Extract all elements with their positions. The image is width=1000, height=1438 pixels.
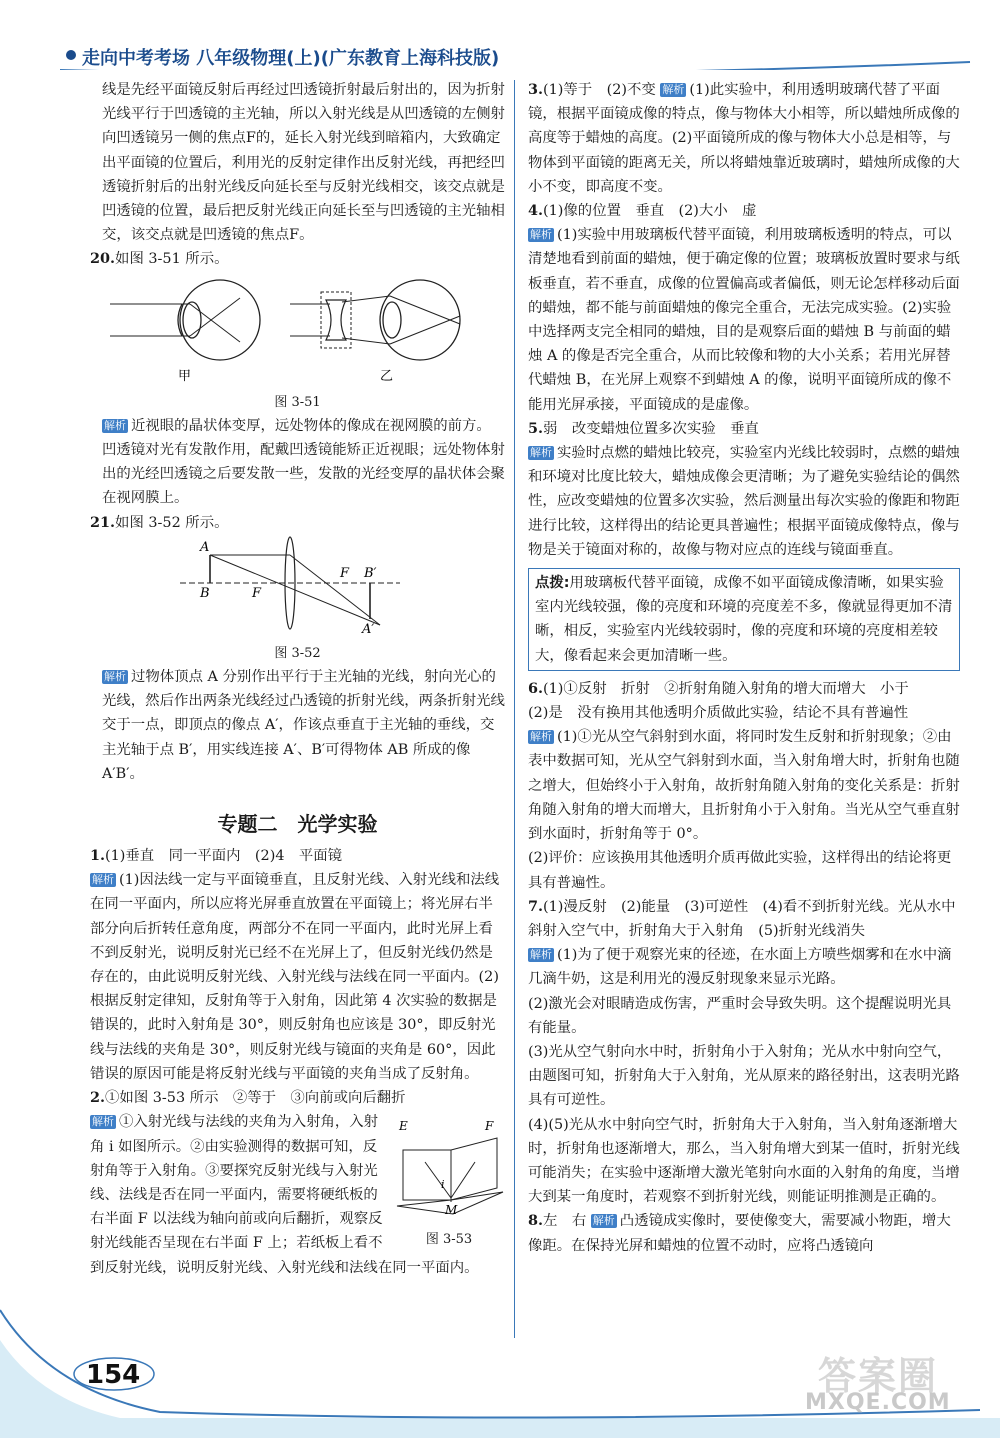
label-jia: 甲: [178, 368, 192, 384]
q4-number: 4.: [528, 202, 544, 220]
q7-part-2: (2)激光会对眼睛造成伤害，严重时会导致失明。这个提醒说明光具有能量。: [528, 995, 952, 1036]
analysis-tag: 解析: [530, 446, 552, 460]
q20-number: 20.: [90, 250, 116, 268]
q4-text: (1)像的位置 垂直 (2)大小 虚: [543, 203, 757, 220]
q20-analysis: [90, 414, 505, 511]
caption-3-53: 图 3-53: [425, 1231, 473, 1247]
page-number: 154: [86, 1360, 141, 1390]
q5-number: 5.: [528, 419, 544, 437]
q1-number: 1.: [90, 847, 106, 865]
figure-3-51: [90, 272, 505, 384]
q7-answer: [528, 895, 960, 943]
q4-analysis-text: (1)实验中用玻璃板代替平面镜，利用玻璃板透明的特点，可以清楚地看到前面的蜡烛，便于确定像的位置；玻璃板放置时要求与纸板垂直，若不垂直，成像的位置偏高或者偏低，则无论怎样移动后面的蜡烛，都不能与前面蜡烛的像完全重合，无法完成实验。(2)实验中选择两支完全相同的蜡烛，目的是观察后面的蜡烛 B 与前面的蜡烛 A 的像是否完全重合，从而比较像和物的大小关系；若用光屏替代蜡烛 B，在光屏上观察不到蜡烛 A 的像，说明平面镜所成的像不能用光屏承接，平面镜成的是虚像。: [528, 227, 960, 413]
q2-analysis-text: ①入射光线与法线的夹角为入射角，入射角 i 如图所示。②由实验测得的数据可知，反射角等于入射角。③要探究反射光线与入射光线、法线是否在同一平面内，需要将硬纸板的右半面 F 以法线为轴向前或向后翻折，观察反射光线能否呈现在右半面 F 上；若纸板上看不到反射光线，说明反射光线、入射光线和法线在同一平面内。: [90, 1114, 479, 1276]
label-yi: 乙: [380, 368, 394, 384]
page-header: [0, 0, 1000, 70]
book-title: 走向中考考场 八年级物理(上)(广东教育上海科技版): [82, 48, 500, 69]
q6-analysis-2: (2)评价：应该换用其他透明介质再做此实验，这样得出的结论将更具有普遍性。: [528, 850, 952, 891]
figure-3-52: [90, 535, 505, 635]
point-b: B: [200, 585, 210, 601]
analysis-tag: 解析: [92, 1115, 114, 1129]
q6-answer-2: (2)是 没有换用其他透明介质做此实验，结论不具有普遍性: [528, 705, 909, 722]
q7-number: 7.: [528, 897, 544, 915]
figure-3-53: [393, 1110, 505, 1250]
q5-analysis-text: 实验时点燃的蜡烛比较亮，实验室内光线比较弱时，点燃的蜡烛和环境对比度比较大，蜡烛成像会更清晰；为了避免实验结论的偶然性，应改变蜡烛的位置多次实验，然后测量出每次实验的像距和物距进行比较，这样得出的结论更具普遍性；根据平面镜成像特点，像与物是关于镜面对称的，故像与物对应点的连线与镜面垂直。: [528, 445, 960, 558]
q6-text: (1)①反射 折射 ②折射角随入射角的增大而增大 小于: [543, 680, 909, 697]
section-title: 专题二 光学实验: [217, 812, 378, 837]
point-f2: F: [340, 565, 350, 581]
q21-number: 21.: [90, 513, 116, 531]
q4-analysis: [528, 223, 960, 417]
q21-analysis-text: 过物体顶点 A 分别作出平行于主光轴的光线，射向光心的光线，然后作出两条光线经过凸透镜的折射光线，两条折射光线交于一点，即顶点的像点 A′，作该点垂直于主光轴的垂线，交主光轴于点 B′，用实线连接 A′、B′可得物体 AB 所成的像 A′B′。: [102, 669, 505, 782]
q20-answer: [90, 247, 505, 271]
q20-text: 如图 3-51 所示。: [115, 251, 229, 268]
fig-label-f: F: [485, 1119, 494, 1134]
q1-analysis-text: (1)因法线一定与平面镜垂直，且反射光线、入射光线和法线在同一平面内，所以应将光屏垂直放置在平面镜上；将光屏右半部分向后折转任意角度，两部分不在同一平面内，此时光屏上看不到反射光，说明反射光已经不在光屏上了，但反射光线仍然是存在的，由此说明反射光线、入射光线与法线在同一平面内。(2)根据反射定律知，反射角等于入射角，因此第 4 次实验的数据是错误的，此时入射角是 30°，则反射角也应该是 30°，即反射光线与法线的夹角是 30°，则反射光线与镜面的夹角是 60°，因此错误的原因可能是将反射光线与平面镜的夹角当成了反射角。: [90, 872, 500, 1082]
q7-part-4: (4)(5)光从水中射向空气时，折射角大于入射角，当入射角逐渐增大时，折射角也逐渐增大，那么，当入射角增大到某一值时，折射光线可能消失；在实验中逐渐增大激光笔射向水面的入射角的角度，当增大到某一角度时，若观察不到折射光线，则能证明推测是正确的。: [528, 1116, 960, 1206]
tip-text: 用玻璃板代替平面镜，成像不如平面镜成像清晰，如果实验室内光线较强，像的亮度和环境的亮度差不多，像就显得更加不清晰，相反，实验室内光线较弱时，像的亮度和环境的亮度相差较大，像看起来会更加清晰一些。: [535, 575, 953, 664]
q7-analysis-text: (1)为了便于观察光束的径迹，在水面上方喷些烟雾和在水中滴几滴牛奶，这是利用光的漫反射现象来显示光路。: [528, 947, 952, 988]
fig-label-e: E: [399, 1119, 408, 1134]
q3-text: (1)等于 (2)不变: [543, 82, 656, 98]
q20-analysis-text: 近视眼的晶状体变厚，远处物体的像成在视网膜的前方。凹透镜对光有发散作用，配戴凹透镜能矫正近视眼；远处物体射出的光经凹透镜之后要发散一些，发散的光经变厚的晶状体会聚在视网膜上。: [102, 417, 505, 507]
q1-text: (1)垂直 同一平面内 (2)4 平面镜: [105, 848, 343, 865]
q2-text: ①如图 3-53 所示 ②等于 ③向前或向后翻折: [105, 1090, 406, 1107]
q6-number: 6.: [528, 679, 544, 697]
fig-label-m: M: [445, 1203, 458, 1218]
q8-analysis-text: 凸透镜成实像时，要使像变大，需要减小物距，增大像距。在保持光屏和蜡烛的位置不动时，应将凸透镜向: [528, 1213, 951, 1254]
continued-paragraph: 线是先经平面镜反射后再经过凹透镜折射最后射出的，因为折射光线平行于凹透镜的主光轴，所以入射光线是从凹透镜的左侧射向凹透镜另一侧的焦点F的，延长入射光线到暗箱内，大致确定出平面镜的位置后，利用光的反射定律作出反射光线，再把经凹透镜折射后的出射光线反向延长至与反射光线相交，该交点就是凹透镜的位置，最后把反射光线正向延长至与凹透镜的主光轴相交，该交点就是凹透镜的焦点F。: [102, 82, 505, 244]
q21-text: 如图 3-52 所示。: [115, 514, 229, 531]
point-b-prime: B′: [364, 565, 377, 581]
q6-analysis-text: (1)①光从空气斜射到水面，将同时发生反射和折射现象；②由表中数据可知，光从空气斜射到水面，当入射角增大时，折射角也随之增大，但始终小于入射角，故折射角随入射角的变化关系是：折射角随入射角的增大而增大，且折射角小于入射角。当光从空气垂直射到水面时，折射角等于 0°。: [528, 729, 960, 843]
analysis-tag: 解析: [530, 948, 552, 962]
point-a-prime: A′: [362, 621, 375, 635]
caption-3-52: 图 3-52: [274, 646, 321, 662]
q8-number: 8.: [528, 1212, 544, 1230]
analysis-tag: 解析: [92, 873, 114, 887]
caption-3-51: 图 3-51: [274, 394, 321, 410]
left-column: [90, 78, 505, 1280]
analysis-tag: 解析: [104, 670, 126, 684]
q5-text: 弱 改变蜡烛位置多次实验 垂直: [543, 420, 759, 437]
q3-number: 3.: [528, 81, 544, 98]
q7-analysis: [528, 943, 960, 991]
q21-answer: [90, 511, 505, 535]
q5-answer: [528, 417, 960, 441]
q6-analysis: [528, 725, 960, 846]
watermark-url: MXQE.COM: [805, 1390, 951, 1415]
q7-part-3: (3)光从空气射向水中时，折射角小于入射角；光从水中射向空气，由题图可知，折射角大于入射角，光从原来的路径射出，这表明光路具有可逆性。: [528, 1043, 960, 1109]
tip-label: 点拨:: [535, 575, 570, 592]
q3-answer: [528, 78, 960, 199]
point-a: A: [200, 539, 210, 555]
analysis-tag: 解析: [592, 1214, 615, 1228]
q1-analysis: [90, 868, 505, 1086]
q5-analysis: [528, 441, 960, 562]
q8-text: 左 右: [543, 1213, 587, 1230]
q6-answer: [528, 677, 960, 701]
analysis-tag: 解析: [530, 730, 552, 744]
analysis-tag: 解析: [104, 418, 126, 432]
q8-answer: [528, 1209, 960, 1257]
watermark-logo: 答案圈: [818, 1354, 939, 1398]
right-column: [528, 78, 960, 1258]
header-bullet-icon: [66, 50, 76, 60]
q4-answer: [528, 199, 960, 223]
tip-box: [528, 568, 960, 671]
analysis-tag: 解析: [530, 228, 552, 242]
column-divider: [514, 80, 515, 1338]
eye-diagram-b: [290, 280, 460, 360]
q2-number: 2.: [90, 1089, 106, 1107]
q2-answer: [90, 1086, 505, 1110]
point-f1: F: [252, 585, 262, 601]
q3-analysis-text: (1)此实验中，利用透明玻璃代替了平面镜，根据平面镜成像的特点，像与物体大小相等，所以蜡烛所成像的高度等于蜡烛的高度。(2)平面镜所成的像与物体大小总是相等，与物体到平面镜的距离无关，所以将蜡烛靠近玻璃时，蜡烛所成像的大小不变，即高度不变。: [528, 82, 960, 195]
q21-analysis: [90, 665, 505, 786]
q7-text: (1)漫反射 (2)能量 (3)可逆性 (4)看不到折射光线。光从水中斜射入空气中，折射角大于入射角 (5)折射光线消失: [528, 898, 956, 939]
q1-answer: [90, 844, 505, 868]
fig-label-i: i: [441, 1178, 445, 1192]
analysis-tag: 解析: [662, 83, 685, 96]
eye-diagram-a: [110, 280, 260, 360]
